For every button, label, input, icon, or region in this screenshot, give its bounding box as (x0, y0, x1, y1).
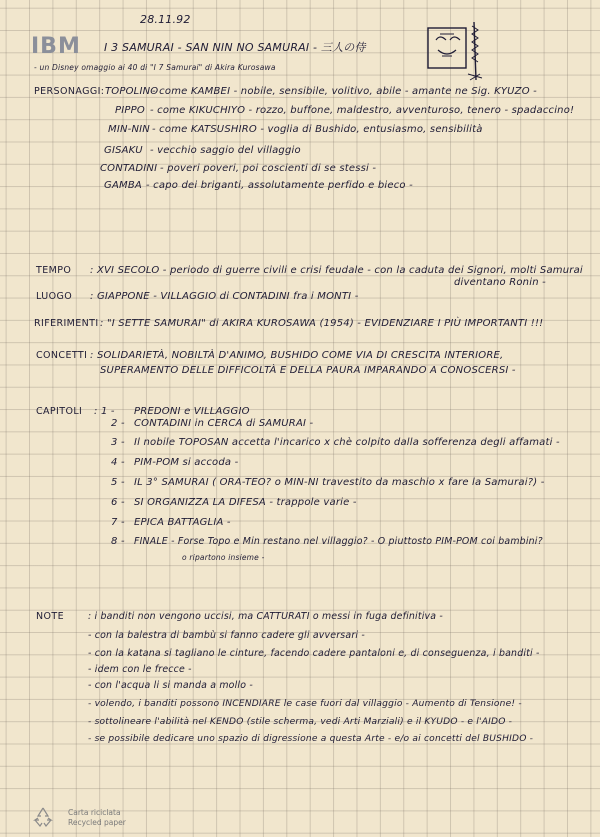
character-name: GAMBA (104, 180, 142, 191)
chapter-title: CONTADINI in CERCA di SAMURAI - (134, 418, 314, 429)
character-name: MIN-NIN (108, 124, 150, 135)
date: 28.11.92 (140, 13, 191, 26)
character-description: - vecchio saggio del villaggio (150, 145, 301, 156)
character-name: TOPOLINO (105, 86, 159, 97)
ibm-logo: IBM (31, 34, 81, 59)
character-description: - come KATSUSHIRO - voglia di Bushido, entusiasmo, sensibilità (152, 124, 483, 135)
chapter-title: PIM-POM si accoda - (134, 457, 239, 468)
character-name: GISAKU (104, 145, 143, 156)
note-line: - con la katana si tagliano le cinture, facendo cadere pantaloni e, di conseguenza, i banditi - (88, 648, 540, 659)
character-description: - poveri poveri, poi coscienti di se stessi - (160, 163, 377, 174)
chapter-title: FINALE - Forse Topo e Min restano nel villaggio? - O piuttosto PIM-POM coi bambini? (134, 536, 543, 547)
personaggi-label: PERSONAGGI: (34, 86, 105, 97)
note-line: : i banditi non vengono uccisi, ma CATTURATI o messi in fuga definitiva - (88, 611, 443, 622)
chapter-title: PREDONI e VILLAGGIO (134, 406, 250, 417)
luogo-label: LUOGO (36, 291, 73, 302)
character-description: - capo dei briganti, assolutamente perfido e bieco - (146, 180, 413, 191)
chapter-number: 6 - (111, 497, 125, 508)
document-title: I 3 SAMURAI - SAN NIN NO SAMURAI - 三人の侍 (104, 41, 366, 54)
character-description: - come KIKUCHIYO - rozzo, buffone, maldestro, avventuroso, tenero - spadaccino! (150, 105, 575, 116)
note-line: - sottolineare l'abilità nel KENDO (stile scherma, vedi Arti Marziali) e il KYUDO - e l'AIDO - (88, 717, 513, 727)
chapter-title: IL 3° SAMURAI ( ORA-TEO? o MIN-NI travestito da maschio x fare la Samurai?) - (134, 477, 545, 488)
chapter-number: 7 - (111, 517, 125, 528)
chapter-number: 5 - (111, 477, 125, 488)
recycle-icon (32, 806, 54, 828)
chapter-number: 3 - (111, 437, 125, 448)
concetti-label: CONCETTI (36, 350, 88, 361)
chapter-title: Il nobile TOPOSAN accetta l'incarico x chè colpito dalla sofferenza degli affamati - (134, 437, 560, 448)
concetti-text: : SOLIDARIETÀ, NOBILTÀ D'ANIMO, BUSHIDO COME VIA DI CRESCITA INTERIORE, (90, 350, 504, 361)
riferimenti-label: RIFERIMENTI (34, 318, 99, 329)
chapter-title: EPICA BATTAGLIA - (134, 517, 231, 528)
concetti-text-continued: SUPERAMENTO DELLE DIFFICOLTÀ E DELLA PAURA IMPARANDO A CONOSCERSI - (100, 365, 516, 376)
chapter-number: 4 - (111, 457, 125, 468)
note-label: NOTE (36, 611, 64, 622)
capitoli-label: CAPITOLI (36, 406, 83, 417)
chapter-title: SI ORGANIZZA LA DIFESA - trappole varie - (134, 497, 357, 508)
character-description: - come KAMBEI - nobile, sensibile, volitivo, abile - amante ne Sig. KYUZO - (152, 86, 537, 97)
tempo-text-continued: diventano Ronin - (454, 277, 546, 288)
luogo-text: : GIAPPONE - VILLAGGIO di CONTADINI fra i MONTI - (90, 291, 359, 302)
document-subtitle: - un Disney omaggio ai 40 di "I 7 Samurai" di Akira Kurosawa (34, 63, 276, 72)
samurai-sketch (424, 20, 490, 84)
note-line: - se possibile dedicare uno spazio di digressione a questa Arte - e/o ai concetti del BUSHIDO - (88, 734, 534, 744)
note-line: - con la balestra di bambù si fanno cadere gli avversari - (88, 630, 365, 641)
riferimenti-text: : "I SETTE SAMURAI" di AKIRA KUROSAWA (1954) - EVIDENZIARE I PIÙ IMPORTANTI !!! (100, 318, 544, 329)
chapter-title-continued: o ripartono insieme - (182, 553, 265, 562)
chapter-number: 2 - (111, 418, 125, 429)
note-line: - volendo, i banditi possono INCENDIARE le case fuori dal villaggio - Aumento di Tensione! - (88, 699, 522, 709)
tempo-text: : XVI SECOLO - periodo di guerre civili e crisi feudale - con la caduta dei Signori, molti Samurai (90, 265, 583, 276)
tempo-label: TEMPO (36, 265, 72, 276)
character-name: PIPPO (115, 105, 145, 116)
note-line: - con l'acqua li si manda a mollo - (88, 680, 253, 691)
footer-recycled-it: Carta riciclata (68, 808, 121, 817)
footer-recycled-en: Recycled paper (68, 818, 126, 827)
chapter-number: : 1 - (94, 406, 115, 417)
chapter-number: 8 - (111, 536, 125, 547)
character-name: CONTADINI (100, 163, 158, 174)
note-line: - idem con le frecce - (88, 664, 192, 675)
